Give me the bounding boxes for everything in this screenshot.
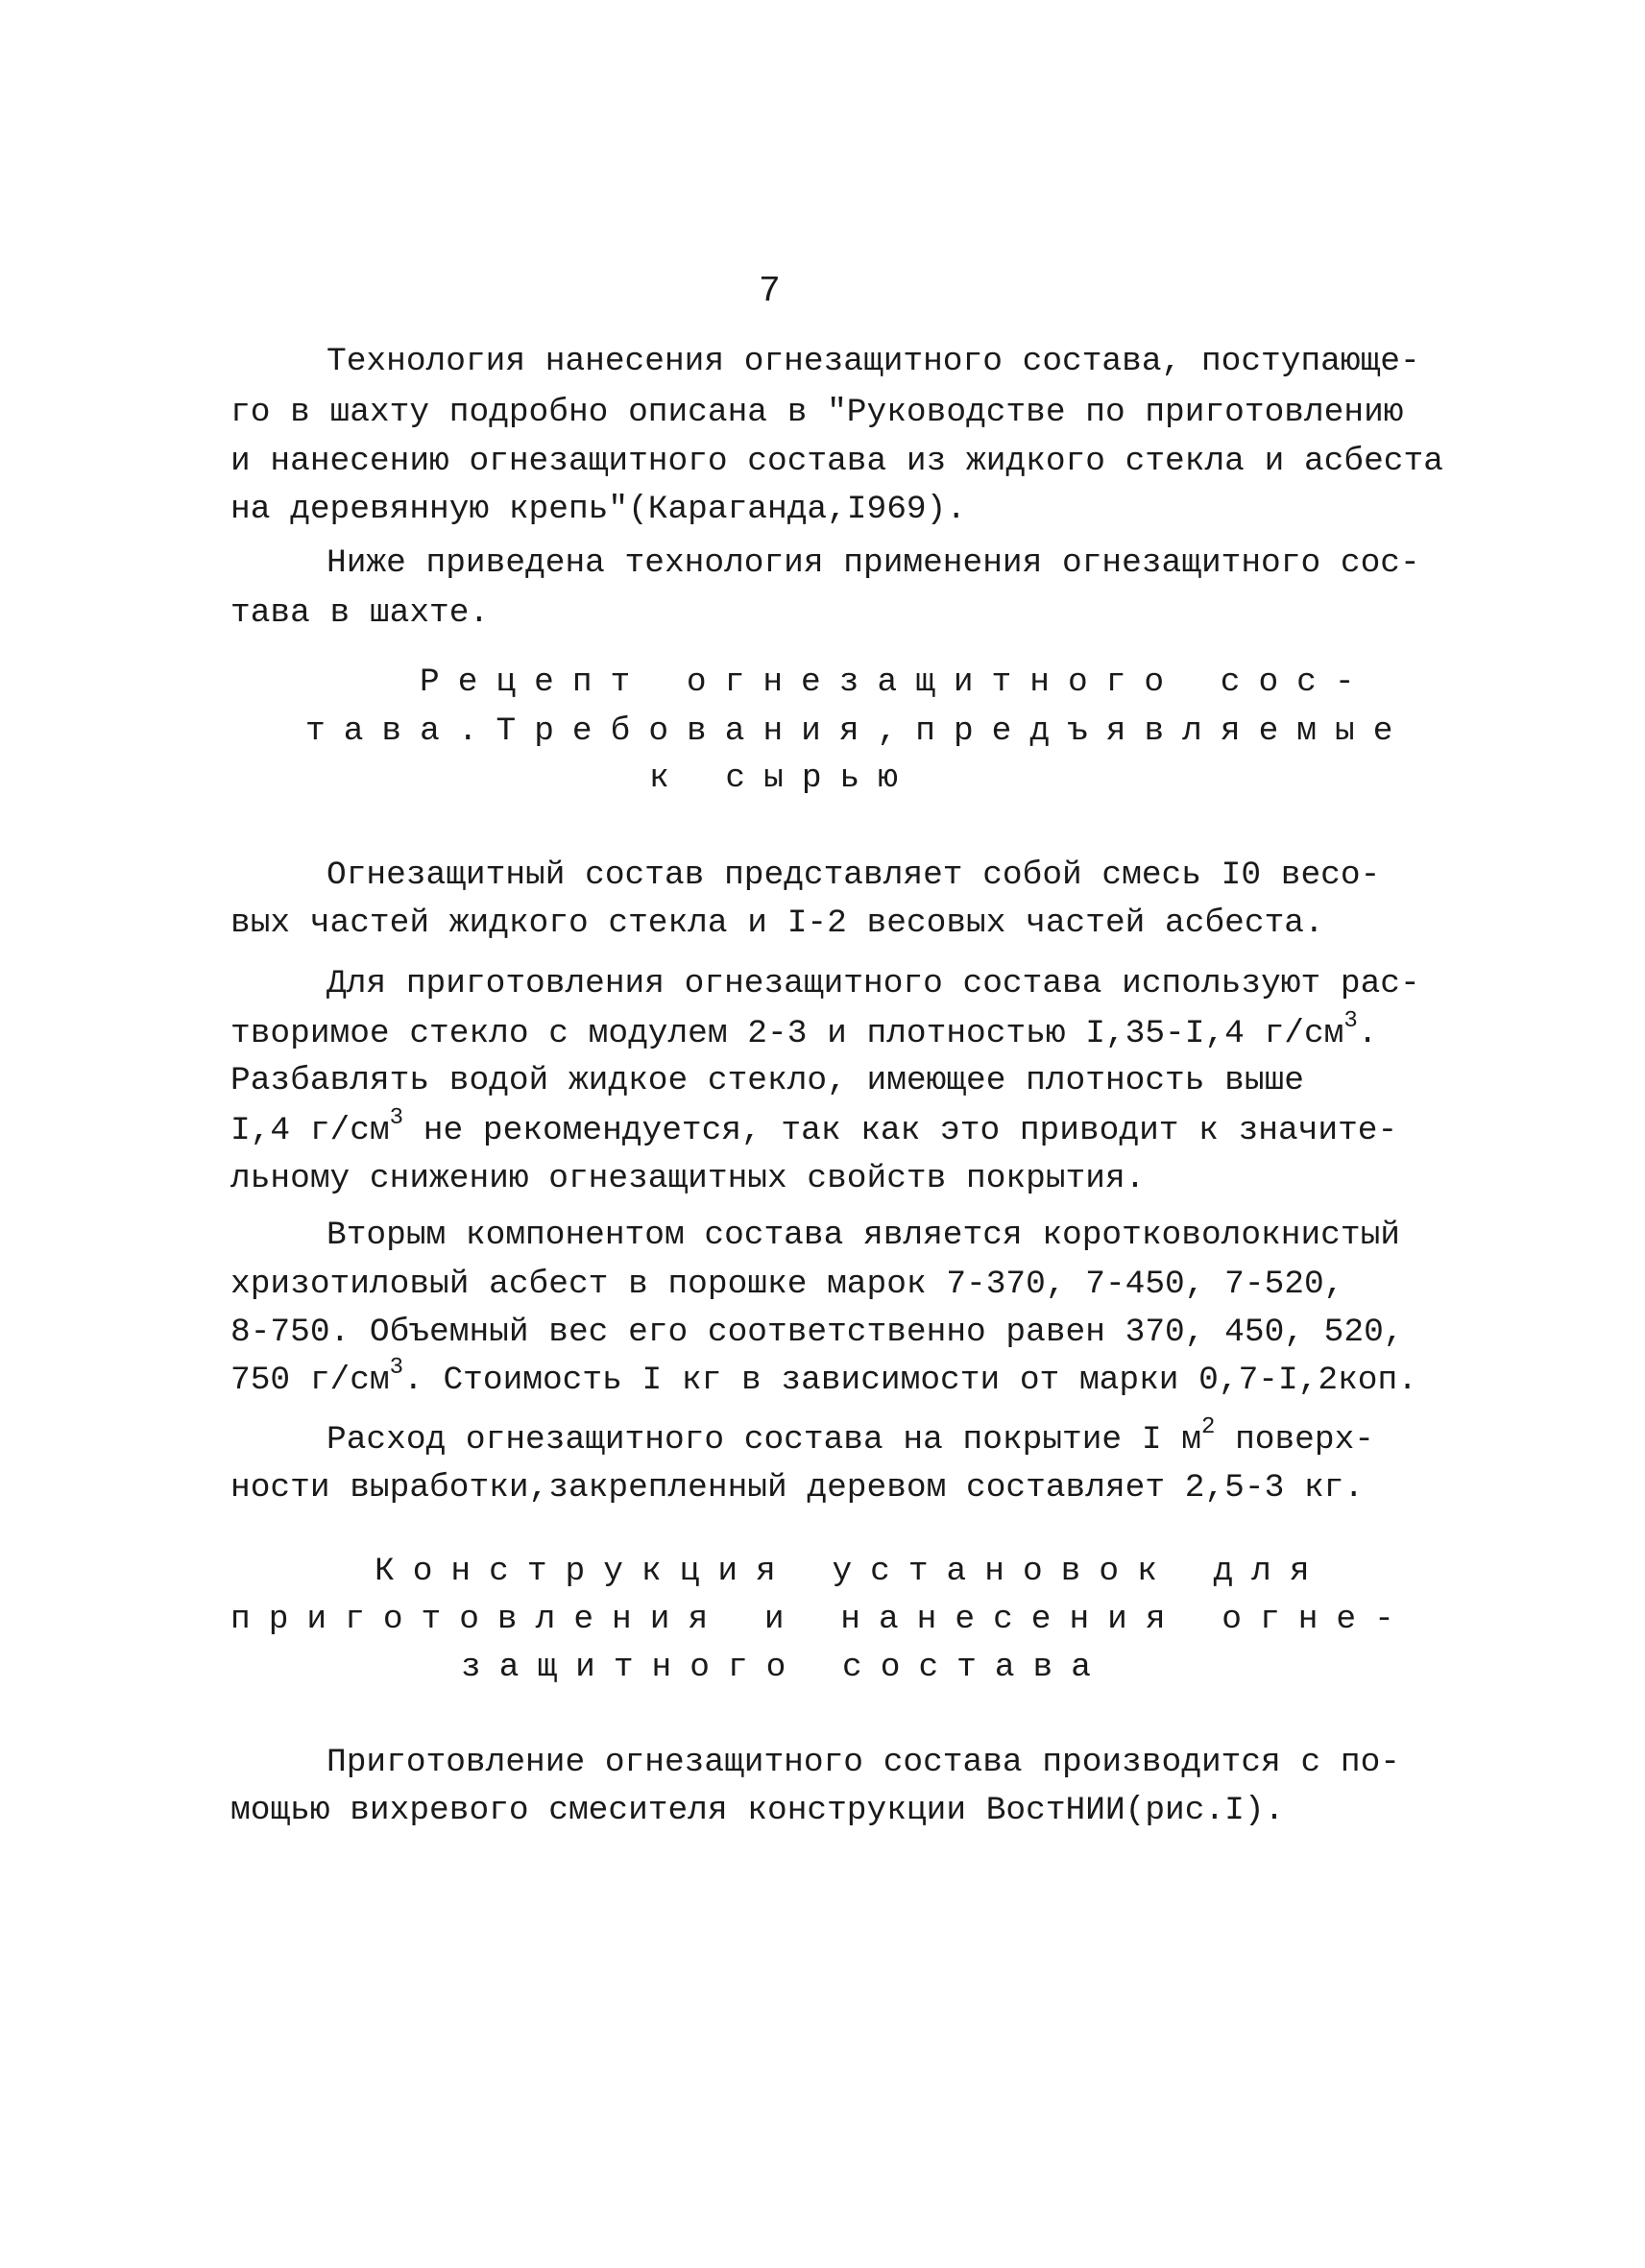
text-line: льному снижению огнезащитных свойств покрытия. xyxy=(230,1160,1146,1197)
text-fragment: Расход огнезащитного состава на покрытие I м xyxy=(327,1421,1201,1459)
text-line xyxy=(327,1413,1374,1464)
superscript: 3 xyxy=(389,1354,404,1381)
text-line: хризотиловый асбест в порошке марок 7-370, 7-450, 7-520, xyxy=(230,1266,1344,1303)
text-line: Разбавлять водой жидкое стекло, имеющее плотность выше xyxy=(230,1062,1304,1099)
text-line: на деревянную крепь"(Караганда,I969). xyxy=(230,491,967,528)
text-line xyxy=(230,1104,1398,1155)
text-line: вых частей жидкого стекла и I-2 весовых частей асбеста. xyxy=(230,905,1324,942)
heading-line: Конструкция установок для xyxy=(375,1553,1328,1590)
text-line: го в шахту подробно описана в "Руководстве по приготовлению xyxy=(230,394,1404,431)
text-fragment: не рекомендуется, так как это приводит к значите- xyxy=(403,1112,1398,1149)
text-line: мощью вихревого смесителя конструкции ВостНИИ(рис.I). xyxy=(230,1792,1285,1829)
superscript: 3 xyxy=(1343,1007,1358,1034)
heading-line: Рецепт огнезащитного сос- xyxy=(420,664,1373,701)
text-line xyxy=(230,1354,1417,1405)
text-line: Ниже приведена технология применения огнезащитного сос- xyxy=(327,544,1420,582)
text-line: Для приготовления огнезащитного состава используют рас- xyxy=(327,965,1420,1002)
heading-line: приготовления и нанесения огне- xyxy=(230,1601,1413,1638)
superscript: 3 xyxy=(389,1104,404,1131)
text-line: Технология нанесения огнезащитного состава, поступающе- xyxy=(327,343,1420,380)
text-fragment: . Стоимость I кг в зависимости от марки 0,7-I,2коп. xyxy=(403,1362,1417,1399)
text-line: Вторым компонентом состава является коротковолокнистый xyxy=(327,1217,1400,1254)
text-line: ности выработки,закрепленный деревом составляет 2,5-3 кг. xyxy=(230,1469,1365,1507)
text-line: 8-750. Объемный вес его соответственно равен 370, 450, 520, xyxy=(230,1314,1404,1351)
superscript: 2 xyxy=(1200,1413,1216,1440)
text-fragment: . xyxy=(1357,1015,1378,1052)
text-line: Приготовление огнезащитного состава производится с по- xyxy=(327,1744,1400,1781)
text-fragment: творимое стекло с модулем 2-3 и плотностью I,35-I,4 г/см xyxy=(230,1015,1344,1052)
heading-line: защитного состава xyxy=(461,1649,1109,1686)
text-line: и нанесению огнезащитного состава из жидкого стекла и асбеста xyxy=(230,443,1443,480)
text-line xyxy=(230,1007,1378,1058)
heading-line: к сырью xyxy=(649,760,916,797)
page-number: 7 xyxy=(759,271,781,312)
text-fragment: I,4 г/см xyxy=(230,1112,390,1149)
text-line: Огнезащитный состав представляет собой смесь I0 весо- xyxy=(327,857,1381,894)
text-fragment: поверх- xyxy=(1215,1421,1374,1459)
text-fragment: 750 г/см xyxy=(230,1362,390,1399)
heading-line: тава.Требования,предъявляемые xyxy=(305,712,1412,750)
text-line: тава в шахте. xyxy=(230,594,490,632)
